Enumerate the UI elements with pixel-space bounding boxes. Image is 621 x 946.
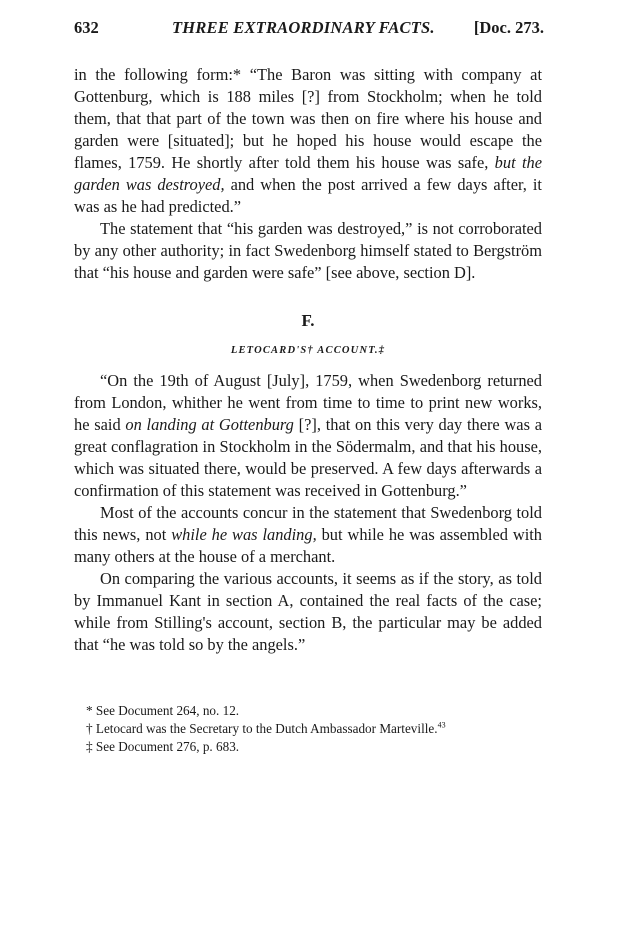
running-title: THREE EXTRAORDINARY FACTS.	[172, 18, 435, 37]
section-heading: F.	[301, 311, 315, 330]
running-header	[74, 18, 544, 42]
paragraph-comparison: On comparing the various accounts, it seems as if the story, as told by Immanuel Kant in section A, contained the real facts of the case; while from Stilling's account, section B, the particular may be added that “he was told so by the angels.”	[74, 569, 542, 654]
footnote-2: † Letocard was the Secretary to the Dutch Ambassador Marteville.$^{43}$	[86, 720, 446, 736]
footnote-1: * See Document 264, no. 12.	[86, 703, 240, 718]
footnotes	[86, 702, 542, 756]
footnote-2-superscript: 43	[437, 720, 446, 730]
paragraph-accounts-concur: Most of the accounts concur in the statement that Swedenborg told this news, not while he was landing, but while he was assembled with many others at the house of a merchant.	[74, 503, 542, 566]
body-text	[74, 64, 542, 656]
paragraph-garden-statement: The statement that “his garden was destroyed,” is not corroborated by any other authority; in fact Swedenborg himself stated to Bergström that “his house and garden were safe” [see above, section D].	[74, 219, 542, 282]
section-subheading: LETOCARD'S† ACCOUNT.‡	[230, 345, 386, 356]
footnote-3: ‡ See Document 276, p. 683.	[86, 739, 240, 754]
page-number: 632	[74, 18, 99, 37]
paragraph-letocard-quote: “On the 19th of August [July], 1759, when Swedenborg returned from London, whither he went from time to time to print new works, he said on landing at Gottenburg [?], that on this very day there was a great conflagration in Stockholm in the Södermalm, and that his house, which was situated there, would be preserved. A few days afterwards a confirmation of this statement was received in Gottenburg.”	[74, 371, 542, 500]
document-reference: [Doc. 273.	[473, 18, 544, 37]
paragraph-continued-quote: in the following form:* “The Baron was sitting with company at Gottenburg, which is 188 miles [?] from Stockholm; when he told them, that that part of the town was then on fire where his house and garden were [situated]; but he hoped his house would escape the flames, 1759. He shortly after told them his house was safe, but the garden was destroyed, and when the post arrived a few days after, it was as he had predicted.”	[74, 65, 542, 216]
